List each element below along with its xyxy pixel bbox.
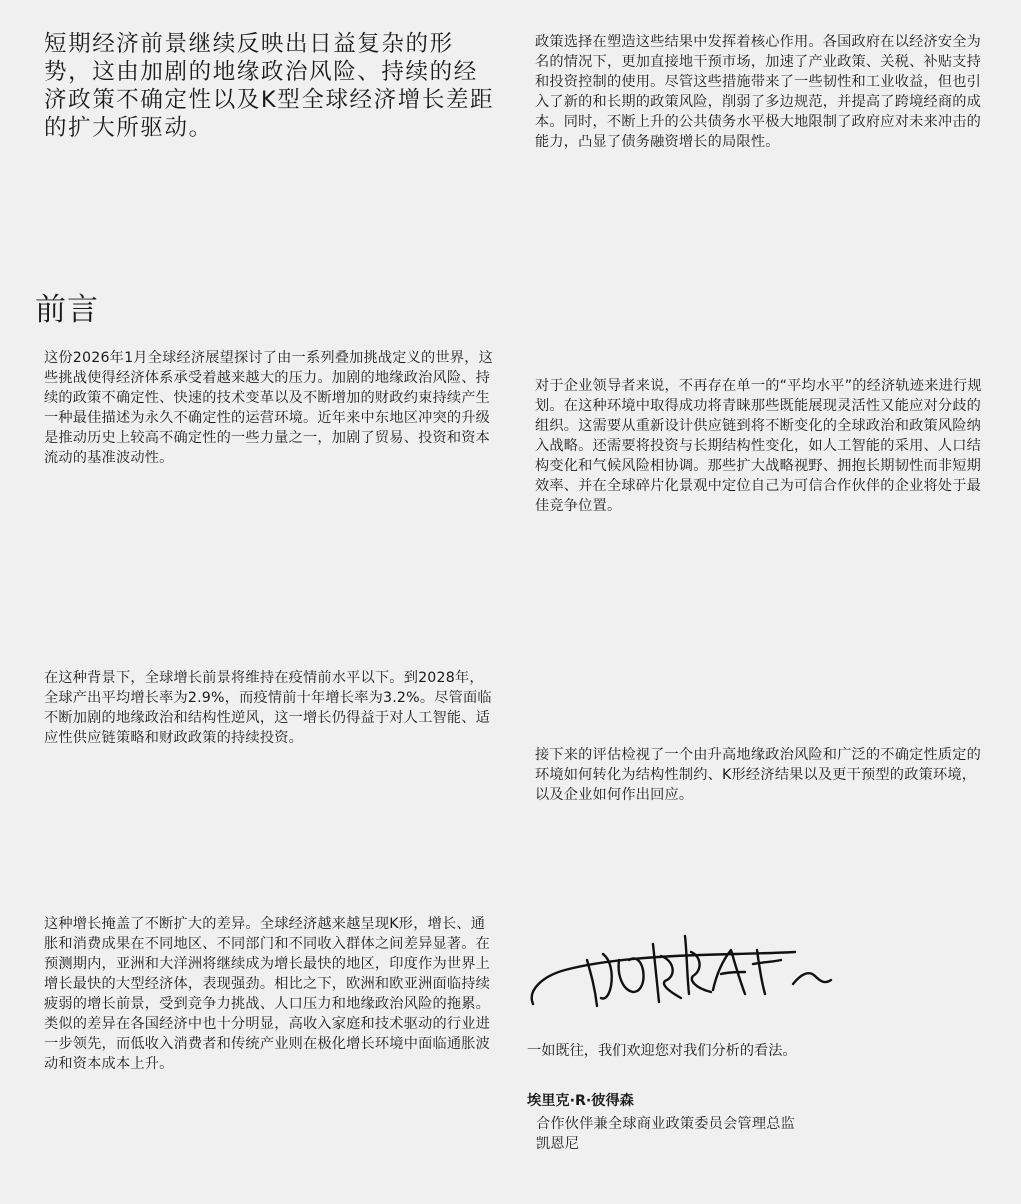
author-name: 埃里克·R·彼得森 — [527, 1093, 634, 1109]
handwritten-signature — [525, 930, 835, 1012]
foreword-paragraph-1: 这份2026年1月全球经济展望探讨了由一系列叠加挑战定义的世界，这些挑战使得经济体系承受着越来越大的压力。加剧的地缘政治风险、持续的政策不确定性、快速的技术变革以及不断增加的财政约束持续产生一种最佳描述为永久不确定性的运营环境。近年来中东地区冲突的升级是推动历史上较高不确定性的一些力量之一，加剧了贸易、投资和资本流动的基准波动性。 — [44, 350, 493, 466]
author-title: 合作伙伴兼全球商业政策委员会管理总监 凯恩尼 — [536, 1116, 795, 1152]
closing-remark: 一如既往，我们欢迎您对我们分析的看法。 — [527, 1043, 797, 1059]
business-leaders-paragraph: 对于企业领导者来说，不再存在单一的“平均水平”的经济轨迹来进行规划。在这种环境中取得成功将青睐那些既能展现灵活性又能应对分歧的组织。这需要从重新设计供应链到将不断变化的全球政治和政策风险纳入战略。还需要将投资与长期结构性变化，如人工智能的采用、人口结构变化和气候风险相协调。那些扩大战略视野、拥抱长期韧性而非短期效率、并在全球碎片化景观中定位自己为可信合作伙伴的企业将处于最佳竞争位置。 — [535, 378, 982, 514]
assessment-paragraph: 接下来的评估检视了一个由升高地缘政治风险和广泛的不确定性质定的环境如何转化为结构性制约、K形经济结果以及更干预型的政策环境，以及企业如何作出回应。 — [535, 747, 982, 803]
foreword-paragraph-3: 这种增长掩盖了不断扩大的差异。全球经济越来越呈现K形，增长、通胀和消费成果在不同地区、不同部门和不同收入群体之间差异显著。在预测期内，亚洲和大洋洲将继续成为增长最快的地区，印度作为世界上增长最快的大型经济体，表现强劲。相比之下，欧洲和欧亚洲面临持续疲弱的增长前景，受到竞争力挑战、人口压力和地缘政治风险的拖累。类似的差异在各国经济中也十分明显，高收入家庭和技术驱动的行业进一步领先，而低收入消费者和传统产业则在极化增长环境中面临通胀波动和资本成本上升。 — [44, 916, 491, 1072]
foreword-paragraph-2: 在这种背景下，全球增长前景将维持在疫情前水平以下。到2028年，全球产出平均增长率为2.9%，而疫情前十年增长率为3.2%。尽管面临不断加剧的地缘政治和结构性逆风，这一增长仍得益于对人工智能、适应性供应链策略和财政政策的持续投资。 — [44, 670, 492, 746]
section-heading-foreword: 前言 — [35, 292, 99, 328]
lead-statement: 短期经济前景继续反映出日益复杂的形势，这由加剧的地缘政治风险、持续的经济政策不确定性以及K型全球经济增长差距的扩大所驱动。 — [44, 31, 495, 141]
policy-paragraph: 政策选择在塑造这些结果中发挥着核心作用。各国政府在以经济安全为名的情况下，更加直接地干预市场，加速了产业政策、关税、补贴支持和投资控制的使用。尽管这些措施带来了一些韧性和工业收益，但也引入了新的和长期的政策风险，削弱了多边规范，并提高了跨境经商的成本。同时，不断上升的公共债务水平极大地限制了政府应对未来冲击的能力，凸显了债务融资增长的局限性。 — [535, 34, 982, 150]
